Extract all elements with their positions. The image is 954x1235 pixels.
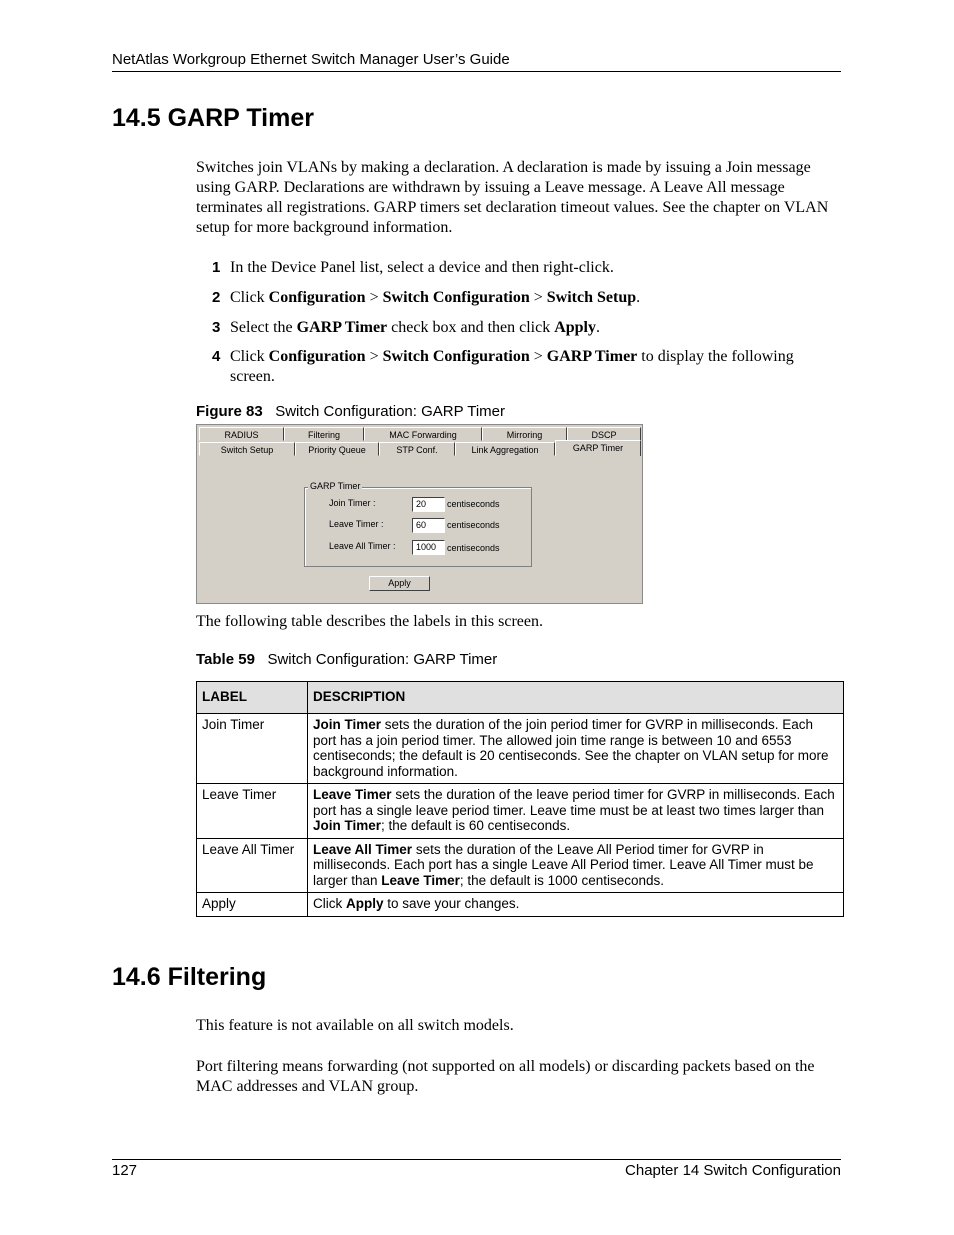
section-heading-garp-timer: 14.5 GARP Timer [112,104,314,132]
step-2: 2 Click Configuration > Switch Configuration > Switch Setup. [212,289,641,306]
join-timer-input[interactable]: 20 [412,497,445,512]
step-4: 4 Click Configuration > Switch Configuration > GARP Timer to display the following screen. [212,348,794,385]
table-header-row [197,682,844,714]
running-header: NetAtlas Workgroup Ethernet Switch Manager User’s Guide [112,51,510,68]
leave-timer-unit: centiseconds [447,520,500,530]
row-description: Join Timer sets the duration of the join period timer for GVRP in milliseconds. Each port has a join period timer. The allowed join time range is between 10 and 6553 centiseconds; the default is 20 centiseconds. See the chapter on VLAN setup for more background information. [308,714,844,784]
table-row [197,784,844,839]
table-intro: The following table describes the labels in this screen. [196,613,544,630]
join-timer-label: Join Timer : [329,498,376,508]
table-label: Table 59 [196,651,255,668]
page-number: 127 [112,1162,138,1179]
header-label: LABEL [197,682,308,714]
section-heading-filtering: 14.6 Filtering [112,963,267,991]
tab-link-aggregation[interactable]: Link Aggregation [455,442,555,456]
intro-paragraph: Switches join VLANs by making a declaration. A declaration is made by issuing a Join message using GARP. Declarations are withdrawn by issuing a Leave message. A Leave All message terminates all registrations. GARP timers set declaration timeout values. See the chapter on VLAN setup for more background information. [196,159,829,236]
table-row [197,714,844,784]
leave-timer-input[interactable]: 60 [412,518,445,533]
row-label: Leave All Timer [197,838,308,893]
tab-switch-setup[interactable]: Switch Setup [199,442,295,456]
tab-filtering[interactable]: Filtering [284,427,364,441]
header-description: DESCRIPTION [308,682,844,714]
tab-dscp[interactable]: DSCP [567,427,641,441]
garp-timer-group-title: GARP Timer [310,481,361,491]
leave-timer-label: Leave Timer : [329,519,384,529]
filtering-paragraph-2: Port filtering means forwarding (not supported on all models) or discarding packets based on the MAC addresses and VLAN group. [196,1058,815,1095]
chapter-title: Chapter 14 Switch Configuration [625,1162,841,1179]
footer-rule [112,1159,841,1160]
tab-priority-queue[interactable]: Priority Queue [295,442,379,456]
table-caption [196,651,497,668]
row-description: Click Apply to save your changes. [308,893,844,917]
table-row [197,838,844,893]
step-number: 3 [212,319,221,336]
tab-garp-timer[interactable]: GARP Timer [555,440,641,456]
header-rule [112,71,841,72]
table-row [197,893,844,917]
tab-radius[interactable]: RADIUS [199,427,284,441]
tab-stp-conf[interactable]: STP Conf. [379,442,455,456]
tab-mac-forwarding[interactable]: MAC Forwarding [364,427,482,441]
leave-all-timer-unit: centiseconds [447,543,500,553]
step-number: 1 [212,259,221,276]
step-3: 3 Select the GARP Timer check box and then click Apply. [212,319,600,336]
figure-label: Figure 83 [196,403,263,420]
step-number: 2 [212,289,221,306]
row-description: Leave Timer sets the duration of the leave period timer for GVRP in milliseconds. Each port has a single leave period timer. Leave time must be at least two times larger than Join Timer; the default is 60 centiseconds. [308,784,844,839]
join-timer-unit: centiseconds [447,499,500,509]
figure-title: Switch Configuration: GARP Timer [275,403,506,420]
leave-all-timer-label: Leave All Timer : [329,541,396,551]
filtering-paragraph-1: This feature is not available on all switch models. [196,1017,514,1034]
row-label: Join Timer [197,714,308,784]
step-number: 4 [212,348,221,365]
apply-button[interactable]: Apply [369,576,430,591]
tab-mirroring[interactable]: Mirroring [482,427,567,441]
table-title: Switch Configuration: GARP Timer [267,651,498,668]
step-1: 1 In the Device Panel list, select a device and then right-click. [212,259,614,276]
row-description: Leave All Timer sets the duration of the Leave All Period timer for GVRP in milliseconds. Each port has a single Leave All Period timer. Leave All Timer must be larger than Leave Timer; the default is 1000 centiseconds. [308,838,844,893]
row-label: Apply [197,893,308,917]
label-description-table [196,681,844,917]
garp-timer-screen [196,424,643,604]
figure-caption [196,403,505,420]
leave-all-timer-input[interactable]: 1000 [412,540,445,555]
row-label: Leave Timer [197,784,308,839]
